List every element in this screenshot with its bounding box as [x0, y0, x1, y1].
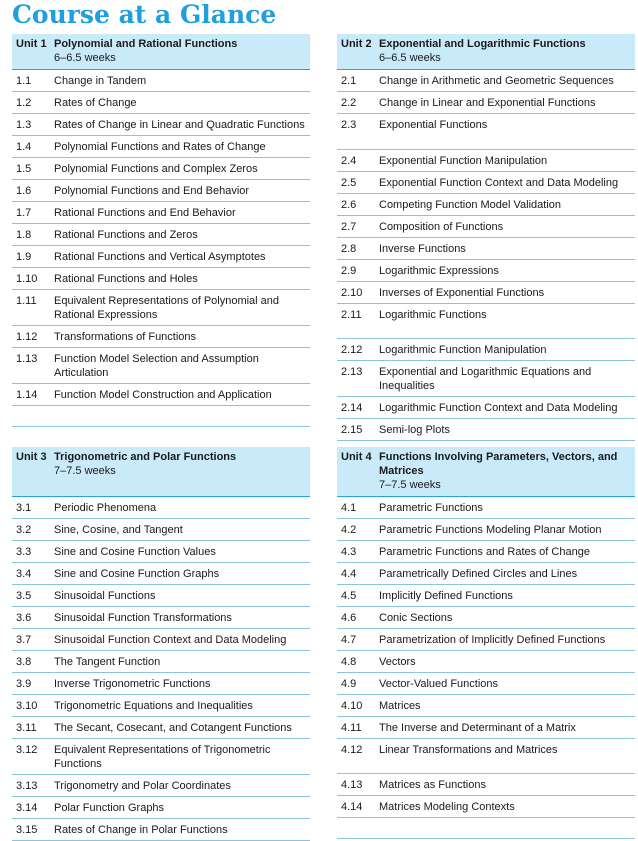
- topic-list: [337, 70, 635, 441]
- topic-number: 1.10: [16, 272, 38, 285]
- topic-title: Exponential Function Manipulation: [379, 154, 548, 167]
- topic-number: 3.10: [16, 699, 38, 712]
- topic-number: 3.8: [16, 655, 32, 668]
- topic-title: Rates of Change in Linear and Quadratic Functions: [54, 118, 305, 131]
- unit-number: Unit 4: [341, 451, 372, 463]
- unit-title: Exponential and Logarithmic Functions: [379, 38, 586, 50]
- topic-row: [12, 224, 310, 246]
- unit-header: [337, 34, 635, 70]
- topic-title: Implicitly Defined Functions: [379, 589, 513, 602]
- topic-row: [337, 419, 635, 441]
- topic-title: Equivalent Representations of Polynomial and Rational Expressions: [54, 294, 280, 321]
- topic-title: Equivalent Representations of Trigonometric Functions: [54, 743, 271, 770]
- topic-number: 1.4: [16, 140, 32, 153]
- topic-title: Exponential and Logarithmic Equations and Inequalities: [379, 365, 592, 392]
- topic-number: 3.4: [16, 567, 32, 580]
- unit-header: [12, 34, 310, 70]
- topic-row: [337, 397, 635, 419]
- topic-row: [337, 361, 635, 397]
- unit-number: Unit 3: [16, 451, 47, 463]
- topic-title: Rational Functions and Vertical Asymptotes: [54, 250, 266, 263]
- topic-number: 2.8: [341, 242, 357, 255]
- topic-title: Sine, Cosine, and Tangent: [54, 523, 183, 536]
- empty-row: [12, 406, 310, 427]
- topic-number: 4.7: [341, 633, 357, 646]
- unit-4-table: [337, 447, 635, 839]
- topic-number: 4.1: [341, 501, 357, 514]
- topic-list: [12, 497, 310, 841]
- topic-row: [337, 607, 635, 629]
- topic-row: [337, 497, 635, 519]
- topic-title: Logarithmic Expressions: [379, 264, 499, 277]
- topic-title: Inverses of Exponential Functions: [379, 286, 545, 299]
- topic-title: Exponential Functions: [379, 118, 488, 131]
- topic-row: [12, 541, 310, 563]
- topic-row: [337, 194, 635, 216]
- topic-title: Parametric Functions: [379, 501, 483, 514]
- topic-title: Function Model Construction and Application: [54, 388, 272, 401]
- topic-row: [337, 92, 635, 114]
- topic-row: [12, 819, 310, 841]
- unit-title: Trigonometric and Polar Functions: [54, 451, 237, 463]
- topic-title: Sinusoidal Functions: [54, 589, 156, 602]
- topic-number: 2.15: [341, 423, 363, 436]
- topic-row: [12, 70, 310, 92]
- topic-title: Sine and Cosine Function Graphs: [54, 567, 220, 580]
- topic-row: [12, 629, 310, 651]
- topic-number: 1.2: [16, 96, 32, 109]
- topic-row: [12, 695, 310, 717]
- topic-number: 1.6: [16, 184, 32, 197]
- topic-title: Sine and Cosine Function Values: [54, 545, 216, 558]
- topic-number: 3.3: [16, 545, 32, 558]
- topic-title: Exponential Function Context and Data Modeling: [379, 176, 619, 189]
- topic-number: 2.13: [341, 365, 363, 378]
- topic-title: Rational Functions and End Behavior: [54, 206, 236, 219]
- topic-number: 3.11: [16, 721, 37, 734]
- topic-list: [337, 497, 635, 839]
- topic-title: Parametrically Defined Circles and Lines: [379, 567, 578, 580]
- topic-row: [12, 607, 310, 629]
- topic-title: Vector-Valued Functions: [379, 677, 499, 690]
- topic-title: Inverse Trigonometric Functions: [54, 677, 211, 690]
- topic-number: 4.2: [341, 523, 357, 536]
- topic-title: Change in Linear and Exponential Functions: [379, 96, 596, 109]
- topic-number: 3.7: [16, 633, 32, 646]
- topic-number: 1.3: [16, 118, 32, 131]
- topic-number: 1.9: [16, 250, 32, 263]
- unit-1-table: [12, 34, 310, 427]
- unit-title: Polynomial and Rational Functions: [54, 38, 238, 50]
- topic-title: Sinusoidal Function Context and Data Modeling: [54, 633, 287, 646]
- unit-title: Functions Involving Parameters, Vectors, and Matrices: [379, 451, 618, 477]
- topic-row: [12, 497, 310, 519]
- topic-number: 3.14: [16, 801, 38, 814]
- topic-row: [12, 114, 310, 136]
- unit-weeks: 7–7.5 weeks: [54, 465, 116, 477]
- topic-title: Function Model Selection and Assumption Articulation: [54, 352, 259, 379]
- topic-title: Semi-log Plots: [379, 423, 450, 436]
- topic-number: 3.15: [16, 823, 38, 836]
- topic-title: Rational Functions and Holes: [54, 272, 198, 285]
- topic-title: Trigonometry and Polar Coordinates: [54, 779, 231, 792]
- topic-number: 1.11: [16, 294, 37, 307]
- topic-title: Matrices as Functions: [379, 778, 486, 791]
- topic-number: 4.9: [341, 677, 357, 690]
- topic-row: [12, 775, 310, 797]
- topic-row: [12, 136, 310, 158]
- topic-title: Matrices Modeling Contexts: [379, 800, 515, 813]
- topic-number: 4.12: [341, 743, 363, 756]
- topic-number: 2.7: [341, 220, 357, 233]
- topic-number: 4.8: [341, 655, 357, 668]
- topic-title: Sinusoidal Function Transformations: [54, 611, 232, 624]
- topic-row: [12, 290, 310, 326]
- topic-row: [337, 673, 635, 695]
- topic-number: 2.1: [341, 74, 357, 87]
- topic-row: [337, 629, 635, 651]
- topic-title: Parametric Functions Modeling Planar Motion: [379, 523, 602, 536]
- topic-title: Polynomial Functions and End Behavior: [54, 184, 250, 197]
- topic-title: Logarithmic Functions: [379, 308, 487, 321]
- topic-row: [337, 651, 635, 673]
- unit-weeks: 6–6.5 weeks: [54, 52, 116, 64]
- topic-row: [12, 739, 310, 775]
- topic-row: [12, 202, 310, 224]
- topic-number: 1.1: [16, 74, 32, 87]
- topic-title: Rates of Change in Polar Functions: [54, 823, 228, 836]
- topic-number: 1.12: [16, 330, 38, 343]
- topic-row: [337, 585, 635, 607]
- topic-number: 2.6: [341, 198, 357, 211]
- topic-row: [337, 238, 635, 260]
- topic-title: Periodic Phenomena: [54, 501, 157, 514]
- topic-row: [337, 774, 635, 796]
- topic-row: [337, 563, 635, 585]
- topic-number: 2.10: [341, 286, 363, 299]
- topic-number: 4.3: [341, 545, 357, 558]
- topic-row: [337, 150, 635, 172]
- topic-number: 3.5: [16, 589, 32, 602]
- topic-row: [337, 172, 635, 194]
- topic-title: Vectors: [379, 655, 416, 668]
- topic-number: 3.13: [16, 779, 38, 792]
- topic-row: [12, 246, 310, 268]
- topic-title: Conic Sections: [379, 611, 453, 624]
- topic-row: [337, 796, 635, 818]
- topic-row: [12, 348, 310, 384]
- topic-title: Parametric Functions and Rates of Change: [379, 545, 590, 558]
- topic-number: 4.6: [341, 611, 357, 624]
- topic-row: [12, 585, 310, 607]
- topic-number: 1.7: [16, 206, 32, 219]
- topic-title: Linear Transformations and Matrices: [379, 743, 558, 756]
- topic-number: 3.2: [16, 523, 32, 536]
- unit-number: Unit 2: [341, 38, 372, 50]
- topic-title: The Secant, Cosecant, and Cotangent Functions: [54, 721, 292, 734]
- topic-row: [337, 739, 635, 774]
- topic-title: Inverse Functions: [379, 242, 466, 255]
- topic-number: 2.14: [341, 401, 363, 414]
- empty-row: [337, 818, 635, 839]
- topic-row: [12, 92, 310, 114]
- topic-row: [337, 260, 635, 282]
- topic-title: Rates of Change: [54, 96, 137, 109]
- topic-title: The Inverse and Determinant of a Matrix: [379, 721, 576, 734]
- unit-header: [12, 447, 310, 497]
- topic-title: Matrices: [379, 699, 421, 712]
- topic-row: [12, 797, 310, 819]
- topic-title: Competing Function Model Validation: [379, 198, 562, 211]
- topic-title: Composition of Functions: [379, 220, 504, 233]
- unit-3-table: [12, 447, 310, 841]
- topic-row: [337, 282, 635, 304]
- topic-list: [12, 70, 310, 427]
- topic-row: [337, 114, 635, 150]
- topic-number: 2.12: [341, 343, 363, 356]
- topic-number: 2.9: [341, 264, 357, 277]
- topic-row: [12, 717, 310, 739]
- topic-row: [337, 304, 635, 339]
- topic-row: [337, 216, 635, 238]
- unit-header: [337, 447, 635, 497]
- topic-row: [337, 695, 635, 717]
- page-title: Course at a Glance: [12, 0, 277, 29]
- topic-number: 4.13: [341, 778, 363, 791]
- topic-number: 2.5: [341, 176, 357, 189]
- topic-title: Trigonometric Equations and Inequalities: [54, 699, 253, 712]
- unit-weeks: 7–7.5 weeks: [379, 479, 441, 491]
- topic-row: [337, 717, 635, 739]
- topic-title: Polynomial Functions and Complex Zeros: [54, 162, 258, 175]
- topic-row: [12, 563, 310, 585]
- unit-number: Unit 1: [16, 38, 47, 50]
- topic-row: [337, 70, 635, 92]
- topic-title: Transformations of Functions: [54, 330, 197, 343]
- topic-number: 2.2: [341, 96, 357, 109]
- topic-number: 1.5: [16, 162, 32, 175]
- topic-title: Polynomial Functions and Rates of Change: [54, 140, 266, 153]
- topic-number: 1.14: [16, 388, 38, 401]
- topic-row: [12, 158, 310, 180]
- topic-number: 4.11: [341, 721, 362, 734]
- topic-title: Logarithmic Function Context and Data Modeling: [379, 401, 618, 414]
- topic-row: [12, 519, 310, 541]
- unit-2-table: [337, 34, 635, 441]
- topic-number: 3.6: [16, 611, 32, 624]
- topic-title: Logarithmic Function Manipulation: [379, 343, 547, 356]
- topic-number: 2.3: [341, 118, 357, 131]
- topic-row: [12, 180, 310, 202]
- topic-row: [337, 541, 635, 563]
- topic-number: 2.4: [341, 154, 357, 167]
- topic-number: 3.1: [16, 501, 32, 514]
- topic-number: 1.13: [16, 352, 38, 365]
- topic-title: The Tangent Function: [54, 655, 161, 668]
- topic-title: Change in Tandem: [54, 74, 147, 87]
- topic-title: Polar Function Graphs: [54, 801, 165, 814]
- topic-title: Change in Arithmetic and Geometric Sequences: [379, 74, 614, 87]
- topic-number: 4.10: [341, 699, 363, 712]
- topic-number: 4.4: [341, 567, 357, 580]
- topic-row: [337, 519, 635, 541]
- topic-row: [12, 384, 310, 406]
- topic-number: 4.14: [341, 800, 363, 813]
- topic-number: 4.5: [341, 589, 357, 602]
- topic-number: 2.11: [341, 308, 362, 321]
- topic-row: [12, 673, 310, 695]
- topic-title: Parametrization of Implicitly Defined Functions: [379, 633, 606, 646]
- topic-row: [12, 651, 310, 673]
- topic-number: 3.12: [16, 743, 38, 756]
- topic-title: Rational Functions and Zeros: [54, 228, 198, 241]
- topic-number: 1.8: [16, 228, 32, 241]
- topic-row: [12, 268, 310, 290]
- unit-weeks: 6–6.5 weeks: [379, 52, 441, 64]
- topic-row: [337, 339, 635, 361]
- topic-row: [12, 326, 310, 348]
- topic-number: 3.9: [16, 677, 32, 690]
